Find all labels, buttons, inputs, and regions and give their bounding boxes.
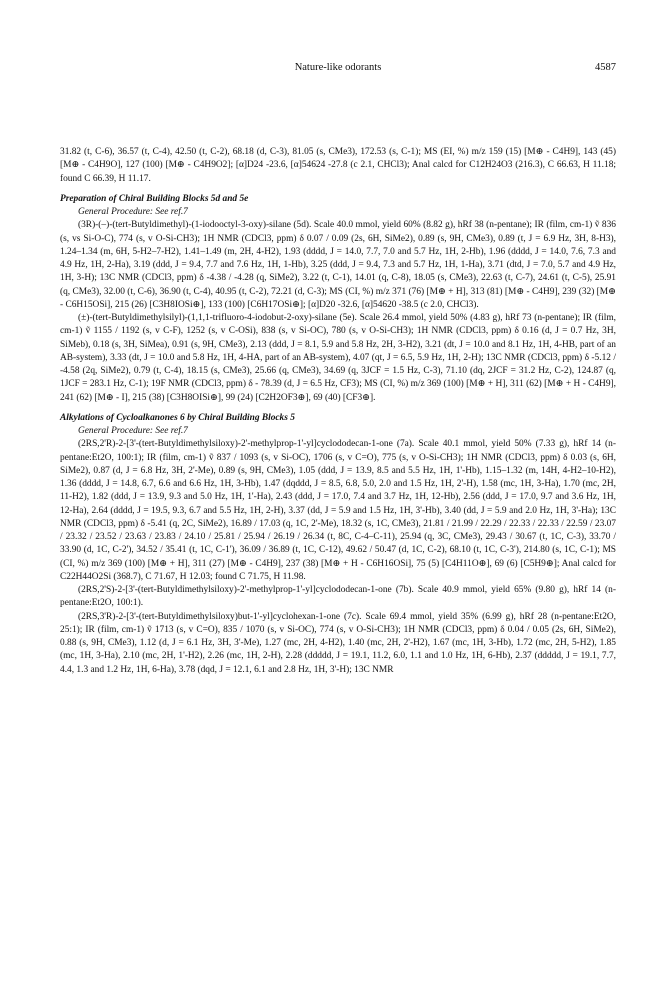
compound-7a-entry: (2RS,2'R)-2-[3'-(tert-Butyldimethylsiloxy)-2'-methylprop-1'-yl]cyclododecan-1-one (7a). Scale 40.1 mmol, yield 50% (7.33 g), hRf 14 (n-pentane:Et2O, 100:1); IR (film, cm-1) ṽ 837 / 1093 (s, v Si-OC), 1706 (s, v C=O), 775 (s, v O-Si-CH3); 1H NMR (CDCl3, ppm) δ 0.03 (s, 6H, SiMe2), 0.87 (d, J = 6.8 Hz, 3H, 2'-Me), 0.89 (s, 9H, CMe3), 1.05 (ddd, J = 13.9, 8.5 and 5.5 Hz, 1H, 1'-Hb), 1.15–1.32 (m, 14H, 4-H2–10-H2), 1.36 (dddd, J = 14.8, 6.7, 6.6 and 6.6 Hz, 1H, 3-Hb), 1.47 (dqddd, J = 8.5, 6.8, 5.0, 2.0 and 1.5 Hz, 1H, 2'-H), 1.58 (mc, 1H, 3-Ha), 1.70 (mc, 2H, 11-H2), 1.82 (ddd, J = 13.9, 9.3 and 5.0 Hz, 1H, 1'-Ha), 2.43 (ddd, J = 17.0, 7.4 and 3.7 Hz, 1H, 12-Hb), 2.56 (ddd, J = 17.0, 9.7 and 3.6 Hz, 1H, 12-Ha), 2.64 (dddd, J = 19.5, 9.3, 6.7 and 5.5 Hz, 1H, 2-H), 3.37 (dd, J = 5.9 and 1.5 Hz, 1H, 3'-Hb), 3.40 (dd, J = 5.9 and 2.0 Hz, 1H, 3'-Ha); 13C NMR (CDCl3, ppm) δ -5.41 (q, 2C, SiMe2), 16.89 / 17.03 (q, 1C, 2'-Me), 18.32 (s, 1C, CMe3), 21.81 / 21.99 / 22.29 / 22.33 / 22.33 / 22.59 / 23.07 / 23.32 / 23.52 / 23.63 / 23.83 / 24.10 / 25.81 / 25.94 / 26.19 / 26.34 (t, 8C, C-4–C-11), 25.94 (q, 3C, CMe3), 29.43 / 30.67 (t, 1C, C-3), 33.70 / 33.90 (d, 1C, C-2'), 34.52 / 35.41 (t, 1C, C-1'), 36.09 / 36.89 (t, 1C, C-12), 49.62 / 50.47 (d, 1C, C-2), 68.10 (t, 1C, C-3'), 214.80 (s, 1C, C-1); MS (CI, %) m/z 369 (100) [M⊕ + H], 311 (27) [M⊕ - C4H9], 237 (38) [M⊕ + H - C6H16OSi], 75 (5) [C4H11O⊕], 69 (6) [C5H9⊕]; Anal calcd for C22H44O2Si (368.7), C 71.67, H 12.03; found C 71.75, H 11.98.	[60, 439, 616, 582]
paragraph-continued: 31.82 (t, C-6), 36.57 (t, C-4), 42.50 (t, C-2), 68.18 (d, C-3), 81.05 (s, CMe3), 172.53 (s, C-1); MS (EI, %) m/z 159 (15) [M⊕ - C4H9], 143 (45) [M⊕ - C4H9O], 127 (100) [M⊕ - C4H9O2]; [α]D24 -23.6, [α]54624 -27.8 (c 2.1, CHCl3); Anal calcd for C12H24O3 (216.3), C 66.63, H 11.18; found C 66.39, H 11.17.	[60, 147, 616, 184]
article-body	[60, 146, 616, 677]
compound-7c-entry: (2RS,3'R)-2-[3'-(tert-Butyldimethylsiloxy)but-1'-yl]cyclohexan-1-one (7c). Scale 69.4 mmol, yield 35% (6.99 g), hRf 28 (n-pentane:Et2O, 25:1); IR (film, cm-1) ṽ 1713 (s, v C=O), 835 / 1070 (s, v Si-OC), 774 (s, v O-Si-CH3); 1H NMR (CDCl3, ppm) δ 0.04 / 0.05 (2s, 6H, SiMe2), 0.88 (s, 9H, CMe3), 1.12 (d, J = 6.1 Hz, 3H, 3'-Me), 1.27 (mc, 2H, 4-H2), 1.40 (mc, 2H, 2'-H2), 1.67 (mc, 1H, 3-Hb), 1.72 (mc, 2H, 5-H2), 1.85 (mc, 1H, 3-Ha), 2.10 (mc, 2H, 1'-H2), 2.26 (mc, 1H, 2-H), 2.28 (ddddd, J = 19.1, 11.2, 6.0, 1.1 and 1.0 Hz, 1H, 6-Hb), 2.37 (ddddd, J = 19.1, 7.7, 4.4, 1.3 and 1.2 Hz, 1H, 6-Ha), 3.78 (dqd, J = 12.1, 6.1 and 2.8 Hz, 1H, 3'-H); 13C NMR	[60, 611, 616, 675]
section-heading-alkylations: Alkylations of Cycloalkanones 6 by Chiral Building Blocks 5	[60, 412, 295, 423]
compound-5d-entry: (3R)-(–)-(tert-Butyldimethyl)-(1-iodooctyl-3-oxy)-silane (5d). Scale 40.0 mmol, yield 60% (8.82 g), hRf 38 (n-pentane); IR (film, cm-1) ṽ 836 (s, vs Si-O-C), 774 (s, v O-Si-CH3); 1H NMR (CDCl3, ppm) δ 0.07 / 0.09 (2s, 6H, SiMe2), 0.89 (s, 9H, CMe3), 0.89 (t, J = 6.9 Hz, 3H, 8-H3), 1.24–1.34 (m, 6H, 5-H2–7-H2), 1.41–1.49 (m, 2H, 4-H2), 1.93 (dddd, J = 14.0, 7.7, 7.0 and 5.7 Hz, 1H, 2-Hb), 1.96 (dddd, J = 14.0, 7.6, 7.3 and 4.9 Hz, 1H, 2-Ha), 3.19 (ddd, J = 9.4, 7.7 and 7.6 Hz, 1H, 1-Hb), 3.25 (ddd, J = 9.4, 7.3 and 5.7 Hz, 1H, 1-Ha), 3.71 (dtd, J = 7.0, 5.7 and 4.9 Hz, 1H, 3-H); 13C NMR (CDCl3, ppm) δ -4.38 / -4.28 (q, SiMe2), 3.22 (t, C-1), 14.01 (q, C-8), 18.05 (s, CMe3), 22.63 (t, C-7), 24.61 (t, C-5), 25.91 (q, CMe3), 32.00 (t, C-6), 36.90 (t, C-4), 40.95 (t, C-2), 72.21 (d, C-3); MS (CI, %) m/z 371 (76) [M⊕ + H], 313 (81) [M⊕ - C4H9], 239 (32) [M⊕ - C6H15OSi], 215 (26) [C3H8IOSi⊕], 133 (100) [C6H17OSi⊕]; [α]D20 -32.6, [α]54620 -38.5 (c 2.0, CHCl3).	[60, 220, 616, 310]
general-procedure-1: General Procedure: See ref.7	[78, 207, 188, 217]
compound-5e-entry: (±)-(tert-Butyldimethylsilyl)-(1,1,1-trifluoro-4-iodobut-2-oxy)-silane (5e). Scale 26.4 mmol, yield 50% (4.83 g), hRf 73 (n-pentane); IR (film, cm-1) ṽ 1155 / 1192 (s, v C-F), 1252 (s, v C-OSi), 838 (s, v Si-OC), 780 (s, v O-Si-CH3); 1H NMR (CDCl3, ppm) δ 0.16 (d, J = 0.7 Hz, 3H, SiMeb), 0.18 (s, 3H, SiMea), 0.91 (s, 9H, CMe3), 2.13 (ddd, J = 8.1, 5.9 and 5.8 Hz, 2H, 3-H2), 3.21 (dt, J = 10.0 and 8.1 Hz, 1H, 4-HB, part of an AB-system), 3.33 (dt, J = 10.0 and 5.8 Hz, 1H, 4-HA, part of an AB-system), 4.07 (qt, J = 6.5, 5.9 Hz, 1H, 2-H); 13C NMR (CDCl3, ppm) δ -5.12 / -4.58 (2q, SiMe2), 0.79 (t, C-4), 18.15 (s, CMe3), 25.66 (q, CMe3), 34.69 (q, 3JCF = 1.5 Hz, C-3), 71.10 (dq, 2JCF = 31.2 Hz, C-2), 124.87 (q, 1JCF = 283.1 Hz, C-1); 19F NMR (CDCl3, ppm) δ - 78.39 (d, J = 6.5 Hz, CF3); MS (CI, %) m/z 369 (100) [M⊕ + H], 311 (62) [M⊕ + H - C4H9], 241 (62) [M⊕ - I], 215 (38) [C3H8OISi⊕], 99 (24) [C2H2OF3⊕], 69 (40) [CF3⊕].	[60, 313, 616, 403]
section-heading-5d-5e: Preparation of Chiral Building Blocks 5d and 5e	[60, 193, 249, 204]
running-header	[60, 62, 616, 78]
running-title: Nature-like odorants	[294, 62, 382, 73]
general-procedure-2: General Procedure: See ref.7	[78, 426, 188, 436]
compound-7b-entry: (2RS,2'S)-2-[3'-(tert-Butyldimethylsiloxy)-2'-methylprop-1'-yl]cyclododecan-1-one (7b). Scale 40.9 mmol, yield 65% (9.80 g), hRf 14 (n-pentane:Et2O, 100:1).	[60, 585, 616, 609]
page-number: 4587	[595, 62, 616, 73]
